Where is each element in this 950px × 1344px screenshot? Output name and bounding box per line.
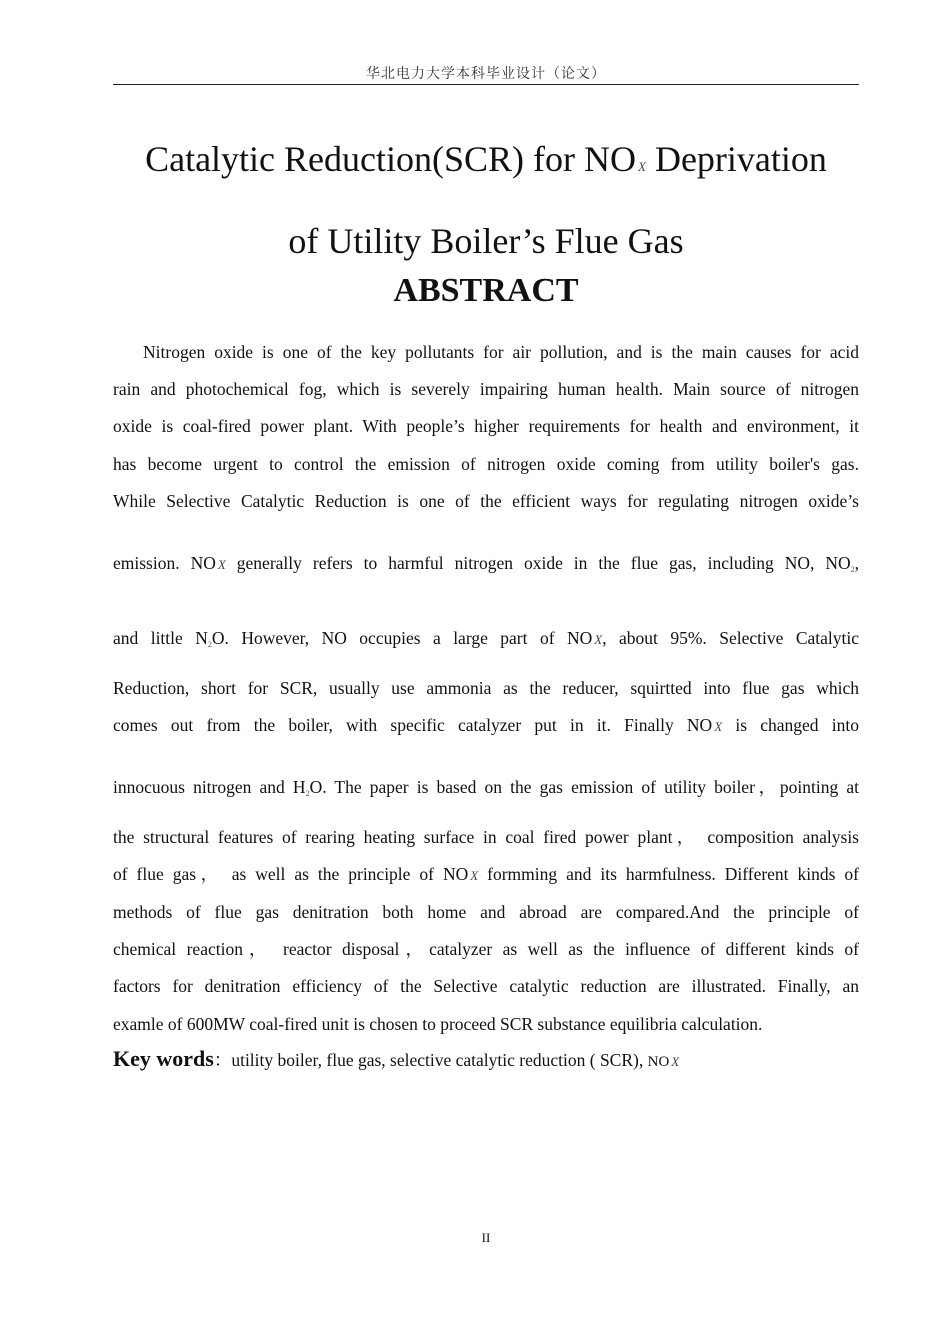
abstract-line: factors for denitration efficiency of the Selective catalytic reduction are illustrated. Finally, an: [113, 976, 859, 996]
header-rule: [113, 84, 859, 85]
abstract-line: chemical reaction， reactor disposal，catalyzer as well as the influence of different kinds of: [113, 939, 859, 959]
abstract-heading: ABSTRACT: [393, 272, 579, 309]
abstract-line: While Selective Catalytic Reduction is one of the efficient ways for regulating nitrogen oxide’s: [113, 491, 859, 511]
abstract-line: Nitrogen oxide is one of the key pollutants for air pollution, and is the main causes for acid: [143, 342, 859, 362]
title-line-2: of Utility Boiler’s Flue Gas: [288, 221, 684, 261]
abstract-line: has become urgent to control the emission of nitrogen oxide coming from utility boiler's gas.: [113, 454, 859, 474]
keywords-text: utility boiler, flue gas, selective catalytic reduction ( SCR),: [231, 1050, 648, 1070]
page-number: II: [481, 1230, 491, 1245]
abstract-line: examle of 600MW coal-fired unit is chosen to proceed SCR substance equilibria calculation.: [113, 1014, 763, 1034]
keywords: Key words：utility boiler, flue gas, selective catalytic reduction ( SCR), NO X: [113, 1046, 680, 1071]
title-line-1: Catalytic Reduction(SCR) for NO X Deprivation: [145, 139, 827, 179]
abstract-line: of flue gas， as well as the principle of NO X formming and its harmfulness. Different kinds of: [113, 864, 859, 884]
abstract-line: and little $N_2O$. However, NO occupies a large part of NO X, about 95%. Selective Catalytic: [113, 628, 859, 649]
abstract-line: comes out from the boiler, with specific catalyzer put in it. Finally NO X is changed into: [113, 715, 859, 735]
abstract-line: emission. NO X generally refers to harmful nitrogen oxide in the flue gas, including NO, $NO_2$,: [113, 553, 859, 574]
paper-title: [100, 122, 872, 278]
abstract-line: innocuous nitrogen and $H_2O$. The paper is based on the gas emission of utility boiler，pointing at: [113, 777, 860, 798]
running-header: 华北电力大学本科毕业设计（论文）: [366, 67, 606, 82]
abstract-line: the structural features of rearing heating surface in coal fired power plant， composition analysis: [113, 827, 859, 847]
abstract-line: methods of flue gas denitration both home and abroad are compared.And the principle of: [113, 902, 859, 922]
abstract-line: Reduction, short for SCR, usually use ammonia as the reducer, squirtted into flue gas which: [113, 678, 859, 698]
abstract-line: rain and photochemical fog, which is severely impairing human health. Main source of nitrogen: [113, 379, 859, 399]
keywords-label: Key words: [113, 1046, 214, 1071]
abstract-line: oxide is coal-fired power plant. With people’s higher requirements for health and environment, it: [113, 416, 859, 436]
